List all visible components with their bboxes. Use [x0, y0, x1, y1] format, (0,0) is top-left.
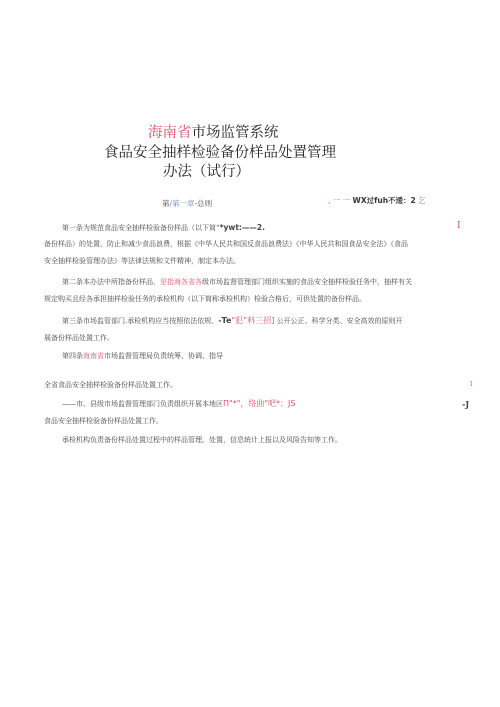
title-province: 海南省 — [148, 125, 192, 141]
article-5-line-1: ——市、县级市场监督管理部门负责组织开展本地区Π"*"，络曲"吧*：JS — [62, 399, 296, 408]
article-1-line-3: 安全抽样检验管理办法》等法律法规和文件精神，制定本办法。 — [44, 257, 240, 265]
stray-header-text: , 一 一 WX过fuh不逶：2 乞 — [328, 196, 426, 205]
article-4-line-1: 第四条海南省市场监督管理局负责统筹、协调、指导 — [62, 352, 223, 360]
article-3-line-1: 第三条市场监管部门.承检机构应当按照依法依规、-Te"犯”料三招] 公开公正、科学分类、安全高效的原则开 — [62, 316, 403, 325]
chapter-title: 第一章 — [172, 199, 195, 208]
title-line-3: 办法（试行） — [163, 164, 250, 180]
article-4-line-2: 全省食品安全抽样检验备份样品处置工作。 — [44, 381, 177, 389]
title-line-1 — [148, 126, 279, 141]
article-2-line-1: 第二条本办法中所指备份样品，是指海各省各级市场监督管理部门组织实施的食品安全抽样检验任务中，抽样有关 — [62, 278, 412, 286]
title-system: 市场监管系统 — [191, 125, 279, 141]
article-1-line-1: 第一条为规范食品安全抽样检验备份样品（以下简“*ywt:——2. — [62, 223, 265, 232]
article-2-line-2: 规定购买且经各承担抽样检验任务的承检机构（以下简称承检机构）检验合格后，可供处置的备份样品。 — [44, 295, 366, 303]
stray-tail: -J — [462, 399, 470, 409]
article-1-line-2: 备份样品）的处置，防止和减少食品浪费，根据《中华人民共和国反食品浪费法》《中华人民共和国食品安全法》《食品 — [44, 240, 408, 248]
margin-mark-2: I — [470, 381, 473, 388]
chapter-heading: 第/第一章-总则 — [162, 199, 213, 208]
article-5-line-2: 食品安全抽样检验备份样品处置工作。 — [44, 417, 163, 425]
article-3-line-2: 展备份样品处置工作。 — [44, 334, 114, 342]
title-line-2: 食品安全抽样检验备份样品处置管理 — [104, 145, 336, 161]
margin-mark: I — [457, 221, 461, 231]
article-6: 承检机构负责备份样品处置过程中的样品管理、处置、信息统计上报以及风险告知等工作。 — [62, 436, 342, 444]
